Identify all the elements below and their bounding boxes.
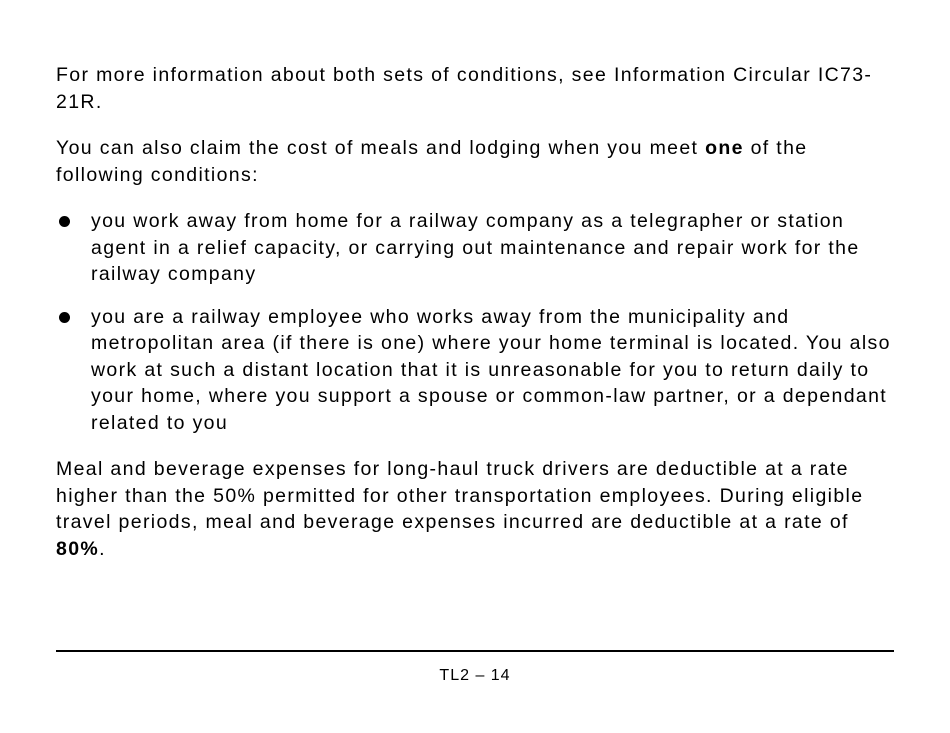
emphasis-one: one: [705, 137, 744, 159]
info-circular-paragraph: [56, 62, 896, 115]
rate-emphasis: 80%: [56, 537, 100, 560]
list-item-text: you work away from home for a railway company as a telegrapher or station agent in a relief capacity, or carrying out maintenance and repair work for the railway company: [91, 210, 860, 285]
footer-divider: [56, 650, 894, 652]
bullet-icon: [59, 312, 70, 323]
truck-drivers-text: Meal and beverage expenses for long-haul truck drivers are deductible at a rate higher than the 50% permitted for other transportation employees. During eligible travel periods, meal and beverage expenses incurred are deductible at a rate of: [56, 458, 864, 533]
conditions-list: [56, 208, 896, 436]
meals-lodging-text-end: of the following conditions:: [56, 137, 808, 186]
list-item-text: you are a railway employee who works away from the municipality and metropolitan area (if there is one) where your home terminal is located. You also work at such a distant location that it is unreasonable for you to return daily to your home, where you support a spouse or common-law partner, or a dependant related to you: [91, 305, 891, 434]
info-circular-text: For more information about both sets of conditions, see Information Circular IC73-21R.: [56, 64, 873, 113]
list-item: [56, 304, 896, 437]
list-item: [56, 208, 896, 288]
page-number: TL2 – 14: [439, 667, 511, 684]
truck-drivers-text-end: .: [99, 537, 106, 560]
document-body: [56, 62, 896, 582]
bullet-icon: [59, 216, 70, 227]
meals-lodging-paragraph: [56, 135, 896, 188]
meals-lodging-text-start: You can also claim the cost of meals and lodging when you meet: [56, 137, 706, 159]
truck-drivers-paragraph: [56, 456, 896, 562]
